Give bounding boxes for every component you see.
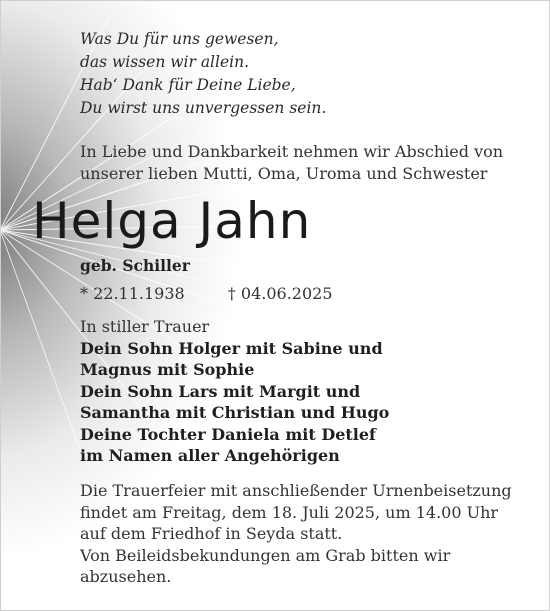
intro-line: unserer lieben Mutti, Oma, Uroma und Schwester	[80, 164, 488, 183]
poem-line: Was Du für uns gewesen,	[80, 30, 279, 48]
details-line: abzusehen.	[80, 567, 172, 586]
mourner-line: Dein Sohn Holger mit Sabine und	[80, 338, 383, 358]
poem-line: das wissen wir allein.	[80, 53, 250, 71]
death-date: † 04.06.2025	[227, 284, 333, 303]
life-dates	[80, 284, 333, 303]
intro-text	[80, 141, 530, 185]
poem	[80, 28, 530, 120]
mourner-line: Samantha mit Christian und Hugo	[80, 403, 390, 422]
deceased-name: Helga Jahn	[32, 192, 312, 250]
mourners-lead: In stiller Trauer	[80, 317, 210, 336]
birth-name: geb. Schiller	[80, 256, 190, 275]
poem-line: Hab‘ Dank für Deine Liebe,	[80, 76, 296, 94]
intro-line: In Liebe und Dankbarkeit nehmen wir Abschied von	[80, 142, 504, 161]
text-block	[80, 28, 530, 185]
funeral-details	[80, 480, 512, 588]
details-line: findet am Freitag, dem 18. Juli 2025, um 14.00 Uhr	[80, 502, 499, 522]
details-line: Die Trauerfeier mit anschließender Urnenbeisetzung	[80, 481, 512, 500]
details-line: auf dem Friedhof in Seyda statt.	[80, 524, 343, 543]
poem-line: Du wirst uns unvergessen sein.	[80, 99, 327, 117]
details-line: Von Beileidsbekundungen am Grab bitten wir	[80, 545, 451, 565]
mourner-line: Deine Tochter Daniela mit Detlef	[80, 424, 376, 444]
mourner-line: im Namen aller Angehörigen	[80, 446, 340, 465]
mourners-list	[80, 316, 389, 467]
mourner-line: Magnus mit Sophie	[80, 360, 255, 379]
birth-date: * 22.11.1938	[80, 284, 185, 303]
mourner-line: Dein Sohn Lars mit Margit und	[80, 381, 361, 401]
